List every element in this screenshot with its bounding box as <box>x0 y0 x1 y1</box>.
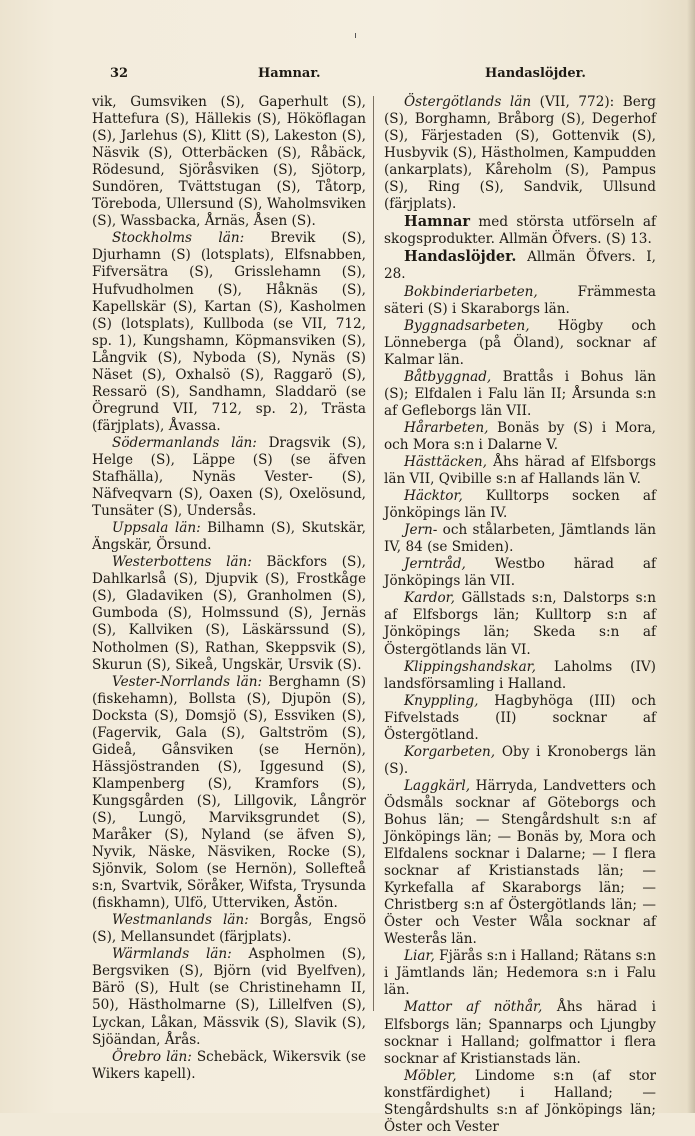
region-heading: Knyppling, <box>404 692 479 709</box>
paragraph-text: Westbo härad af Jönköpings län VII. <box>384 556 656 590</box>
paragraph-text: Kulltorps socken af Jönköpings län IV. <box>384 488 656 522</box>
region-heading: Södermanlands län: <box>112 434 257 451</box>
paragraph-r19 <box>384 1068 656 1136</box>
paragraph-l6 <box>92 674 366 913</box>
region-heading: Jerntråd, <box>404 556 466 573</box>
region-heading: Möbler, <box>404 1067 457 1084</box>
region-heading: Häcktor, <box>404 488 463 505</box>
page-edge-shadow <box>687 0 695 1113</box>
region-heading: Wärmlands län: <box>112 946 232 963</box>
paragraph-l7 <box>92 912 366 946</box>
paragraph-text: Brevik (S), Djurhamn (S) (lotsplats), Elfsnabben, Fifversätra (S), Grisslehamn (S), Hufvudholmen (S), Håknäs (S), Kapellskär (S), Kartan (S), Kasholmen (S) (lotsplats), Kullboda (se VII, 712, sp. 1), Kungshamn, Köpmansviken (S), Långvik (S), Nyboda (S), Nynäs (S) Näset (S), Oxhalsö (S), Raggarö (S), Ressarö (S), Sandhamn, Sladdarö (se Öregrund VII, 712, sp. 2), Trästa (färjplats), Åvassa. <box>92 230 366 434</box>
paragraph-text: Högby och Lönneberga (på Öland), socknar af Kalmar län. <box>384 317 656 368</box>
paragraph-r2 <box>384 213 656 248</box>
paragraph-text: med största utförseln af skogsprodukter. Allmän Öfvers. (S) 13. <box>384 214 656 248</box>
paragraph-text: Bäckfors (S), Dahlkarlså (S), Djupvik (S), Frostkåge (S), Gladaviken (S), Granholmen (S), Gumboda (S), Holmssund (S), Jernäs (S), Kallviken (S), Läskärssund (S), Notholmen (S), Rathan, Skeppsvik (S), Skurun (S), Sikeå, Ungskär, Ursvik (S). <box>92 554 366 673</box>
paragraph-text: Hagbyhöga (III) och Fifvelstads (II) socknar af Östergötland. <box>384 692 656 743</box>
paragraph-text: vik, Gumsviken (S), Gaperhult (S), Hattefura (S), Hällekis (S), Hököflagan (S), Jarlehus (S), Klitt (S), Lakeston (S), Näsvik (S), Otterbäcken (S), Råbäck, Rödesund, Sjöråsviken (S), Sjötorp, Sundören, Tvättstugan (S), Tåtorp, Töreboda, Ullersund (S), Waholmsviken (S), Wassbacka, Årnäs, Åsen (S). <box>92 94 366 230</box>
region-heading: Uppsala län: <box>112 520 201 537</box>
paragraph-text: Gällstads s:n, Dalstorps s:n af Elfsborgs län; Kulltorp s:n af Jönköpings län; Skeda s:n af Östergötlands län VI. <box>384 590 656 658</box>
paragraph-r17 <box>384 948 656 999</box>
section-heading: Hamnar <box>404 213 471 231</box>
paragraph-text: Härryda, Landvetters och Ödsmåls socknar af Göteborgs och Bohus län; — Stengårdshult s:n af Jönköpings län; — Bonäs by, Mora och Elfdalens socknar i Dalarne; — I flera socknar af Kristianstads län; — Kyrkefalla af Skaraborgs län; — Christberg s:n af Östergötlands län; — Öster och Vester Wåla socknar af Westerås län. <box>384 777 656 948</box>
region-heading: Liar, <box>404 948 435 965</box>
region-heading: Bokbinderiarbeten, <box>404 283 538 300</box>
paragraph-r14 <box>384 693 656 744</box>
left-header-title: Hamnar. <box>258 66 321 81</box>
paragraph-r1 <box>384 94 656 213</box>
print-mark <box>355 33 356 38</box>
region-heading: Stockholms län: <box>112 230 245 247</box>
region-heading: Mattor af nöthår, <box>404 999 543 1016</box>
paragraph-text: Dragsvik (S), Helge (S), Läppe (S) (se äfven Stafhälla), Nynäs Vester- (S), Näfveqvarn (S), Oaxen (S), Oxelösund, Tunsäter (S), Undersås. <box>92 434 367 520</box>
region-heading: Vester-Norrlands län: <box>112 673 263 690</box>
paragraph-r10 <box>384 522 656 556</box>
paragraph-text: Aspholmen (S), Bergsviken (S), Björn (vid Byelfven), Bärö (S), Hult (se Christinehamn II, 50), Hästholmarne (S), Lillelfven (S), Lyckan, Låkan, Mässvik (S), Slavik (S), Sjöändan, Årås. <box>92 946 366 1048</box>
paragraph-r7 <box>384 420 656 454</box>
region-heading: Jern- <box>404 522 438 539</box>
paragraph-r18 <box>384 999 656 1067</box>
paragraph-text: Lindome s:n (af stor konstfärdighet) i Halland; — Stengårdshults s:n af Jönköpings län; Öster och Vester <box>384 1067 656 1135</box>
paragraph-l1 <box>92 94 366 230</box>
paragraph-text: Fjärås s:n i Halland; Rätans s:n i Jämtlands län; Hedemora s:n i Falu län. <box>384 948 656 999</box>
right-header-title: Handaslöjder. <box>485 66 586 81</box>
paragraph-text: Bilhamn (S), Skutskär, Ängskär, Örsund. <box>92 520 366 554</box>
paragraph-text: Åhs härad i Elfsborgs län; Spannarps och Ljungby socknar i Halland; golfmattor i flera socknar af Kristianstads län. <box>384 999 656 1067</box>
paragraph-text: Bonäs by (S) i Mora, och Mora s:n i Dalarne V. <box>384 419 656 453</box>
paragraph-r3 <box>384 248 656 283</box>
paragraph-l5 <box>92 554 366 673</box>
paragraph-r11 <box>384 556 656 590</box>
paragraph-r12 <box>384 590 656 658</box>
running-header <box>0 66 695 86</box>
region-heading: Båtbyggnad, <box>404 368 492 385</box>
right-column <box>384 94 656 1136</box>
region-heading: Östergötlands län <box>404 94 532 110</box>
region-heading: Byggnadsarbeten, <box>404 317 530 334</box>
paragraph-text: Brattås i Bohus län (S); Elfdalen i Falu län II; Årsunda s:n af Gefleborgs län VII. <box>384 368 656 419</box>
paragraph-l2 <box>92 230 366 435</box>
paragraph-text: Schebäck, Wikersvik (se Wikers kapell). <box>92 1048 366 1082</box>
paragraph-r8 <box>384 454 656 488</box>
paragraph-l9 <box>92 1049 366 1083</box>
region-heading: Örebro län: <box>112 1048 192 1065</box>
paragraph-text: Främmesta säteri (S) i Skaraborgs län. <box>384 283 656 317</box>
paragraph-r5 <box>384 318 656 369</box>
paragraph-l8 <box>92 946 366 1048</box>
paragraph-text: Oby i Kronobergs län (S). <box>384 743 656 777</box>
paragraph-l3 <box>92 435 366 520</box>
paragraph-text: Berghamn (S) (fiskehamn), Bollsta (S), Djupön (S), Docksta (S), Domsjö (S), Essviken (S), (Fagervik, Gala (S), Galtström (S), Gideå, Gånsviken (se Hernön), Hässjöstranden (S), Iggesund (S), Klampenberg (S), Kramfors (S), Kungsgården (S), Lillgovik, Långrör (S), Lungö, Marviksgrundet (S), Maråker (S), Nyland (se äfven S), Nyvik, Näske, Näsviken, Rocke (S), Sjönvik, Solom (se Hernön), Sollefteå s:n, Svartvik, Söråker, Wifsta, Trysunda (fiskhamn), Ulfö, Utterviken, Åstön. <box>92 673 366 912</box>
region-heading: Kardor, <box>404 590 455 607</box>
paragraph-r13 <box>384 659 656 693</box>
paragraph-r15 <box>384 744 656 778</box>
section-heading: Handaslöjder. <box>404 248 517 266</box>
paragraph-r4 <box>384 284 656 318</box>
region-heading: Westerbottens län: <box>112 554 252 571</box>
column-divider <box>373 96 374 1011</box>
region-heading: Korgarbeten, <box>404 743 496 760</box>
region-heading: Hästtäcken, <box>404 453 487 470</box>
paragraph-text: Åhs härad af Elfsborgs län VII, Qvibille s:n af Hallands län V. <box>384 453 656 488</box>
region-heading: Laggkärl, <box>404 777 471 794</box>
paragraph-r6 <box>384 369 656 420</box>
paragraph-text: (VII, 772): Berg (S), Borghamn, Bråborg (S), Degerhof (S), Färjestaden (S), Gottenvik (S), Husbyvik (S), Hästholmen, Kampudden (ankarplats), Kåreholm (S), Pampus (S), Ring (S), Sandvik, Ullsund (färjplats). <box>384 94 657 213</box>
paragraph-text: och stålarbeten, Jämtlands län IV, 84 (se Smiden). <box>384 522 656 556</box>
region-heading: Westmanlands län: <box>112 912 249 929</box>
region-heading: Hårarbeten, <box>404 419 489 436</box>
paragraph-text: Allmän Öfvers. I, 28. <box>384 249 656 283</box>
page-number: 32 <box>110 66 129 81</box>
paragraph-r9 <box>384 488 656 522</box>
paragraph-r16 <box>384 778 656 948</box>
paragraph-text: Laholms (IV) landsförsamling i Halland. <box>384 658 656 692</box>
paragraph-l4 <box>92 520 366 554</box>
left-column <box>92 94 366 1083</box>
region-heading: Klippingshandskar, <box>404 658 536 675</box>
paragraph-text: Borgås, Engsö (S), Mellansundet (färjplats). <box>92 912 366 946</box>
